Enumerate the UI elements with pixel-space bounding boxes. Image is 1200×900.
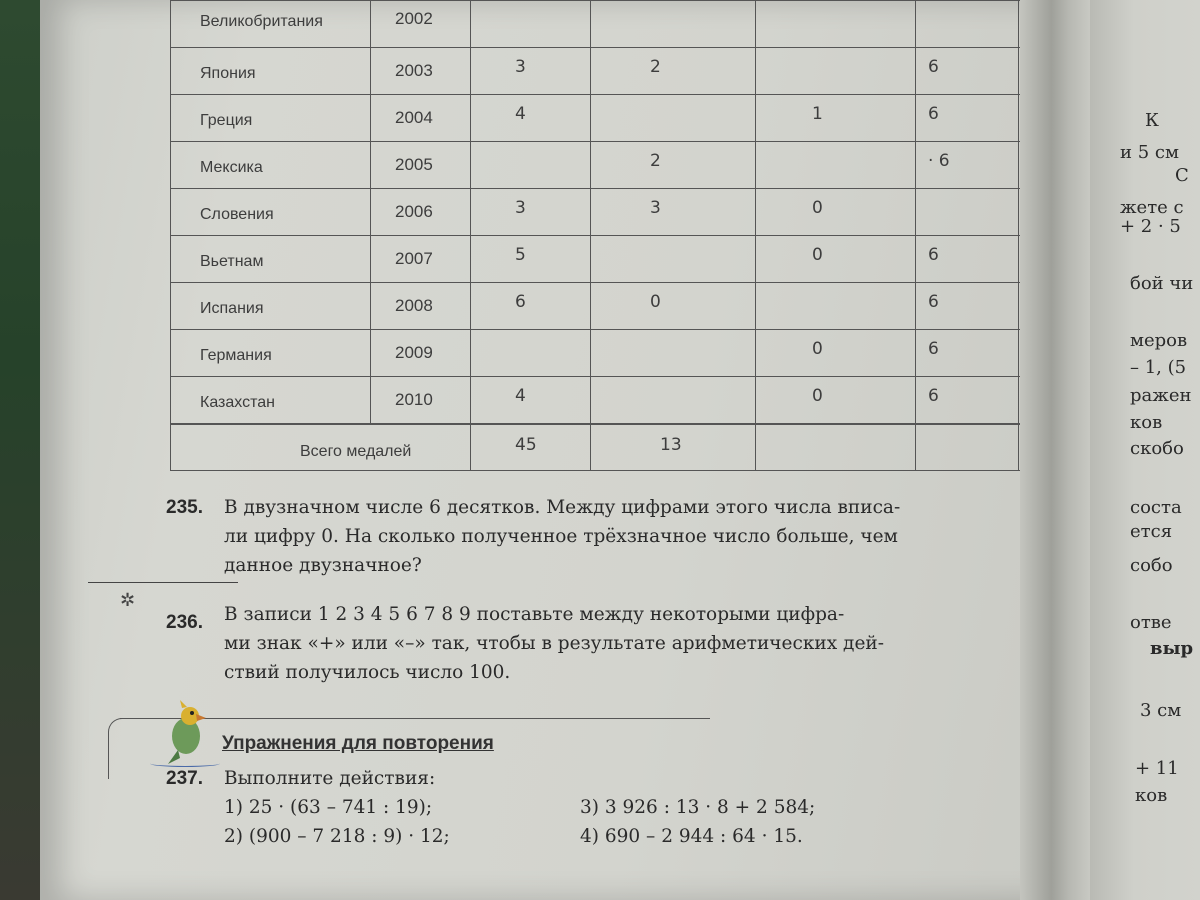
table-row-divider	[170, 329, 1020, 330]
total-cell: 6	[928, 245, 939, 265]
year-cell: 2008	[395, 296, 433, 315]
right-page-text: С	[1175, 165, 1189, 186]
year-cell: 2002	[395, 9, 433, 28]
year-cell: 2004	[395, 108, 433, 127]
right-page-text: скобо	[1130, 438, 1184, 459]
country-cell: Великобритания	[200, 13, 323, 30]
total-cell: 6	[928, 292, 939, 312]
country-cell: Казахстан	[200, 394, 275, 411]
table-column-divider	[755, 0, 756, 470]
table-column-divider	[170, 0, 171, 470]
parrot-icon	[160, 700, 210, 766]
section-bracket	[108, 718, 123, 779]
problem-text-line: данное двузначное?	[224, 555, 422, 576]
right-page-text: + 2 · 5	[1120, 216, 1181, 237]
silver-cell: 0	[650, 292, 661, 312]
year-cell: 2006	[395, 202, 433, 221]
total-cell: 6	[928, 104, 939, 124]
right-page-text: ражен	[1130, 385, 1192, 406]
country-cell: Япония	[200, 65, 256, 82]
problem-text-line: ли цифру 0. На сколько полученное трёхзначное число больше, чем	[224, 526, 898, 547]
country-cell: Германия	[200, 347, 272, 364]
table-column-divider	[470, 0, 471, 470]
section-title: Упражнения для повторения	[222, 733, 494, 754]
right-page-text: жете с	[1120, 197, 1184, 218]
table-row-divider	[170, 282, 1020, 283]
right-page-text: отве	[1130, 612, 1172, 633]
table-row-divider	[170, 188, 1020, 189]
silver-cell: 3	[650, 198, 661, 218]
table-row-divider	[170, 141, 1020, 142]
right-page-text: К	[1145, 110, 1159, 131]
silver-cell: 2	[650, 57, 661, 77]
table-row-divider	[170, 470, 1020, 471]
bronze-cell: 0	[812, 245, 823, 265]
divider	[88, 582, 238, 583]
table-row-divider	[170, 47, 1020, 48]
table-column-divider	[370, 0, 371, 423]
expression-2: 2) (900 – 7 218 : 9) · 12;	[224, 826, 450, 847]
country-cell: Мексика	[200, 159, 263, 176]
total-gold: 45	[515, 435, 537, 455]
gold-cell: 4	[515, 386, 526, 406]
right-page-text: ков	[1130, 412, 1163, 433]
year-cell: 2010	[395, 390, 433, 409]
table-row-divider	[170, 0, 1020, 1]
bronze-cell: 0	[812, 198, 823, 218]
right-page-text: меров	[1130, 330, 1188, 351]
gold-cell: 3	[515, 57, 526, 77]
gold-cell: 6	[515, 292, 526, 312]
year-cell: 2007	[395, 249, 433, 268]
medal-table	[170, 0, 1020, 460]
problem-text-line: В двузначном числе 6 десятков. Между цифрами этого числа вписа-	[224, 497, 901, 518]
star-icon: ✲	[120, 590, 136, 611]
total-label: Всего медалей	[300, 443, 412, 460]
right-page-text: бой чи	[1130, 273, 1194, 294]
right-page-text: 3 см	[1140, 700, 1182, 721]
table-column-divider	[1018, 0, 1019, 470]
total-cell: 6	[928, 386, 939, 406]
problem-title: Выполните действия:	[224, 768, 436, 789]
right-page	[1090, 0, 1200, 900]
bronze-cell: 0	[812, 386, 823, 406]
total-cell: 6	[928, 339, 939, 359]
gold-cell: 5	[515, 245, 526, 265]
table-column-divider	[915, 0, 916, 470]
expression-3: 3) 3 926 : 13 · 8 + 2 584;	[580, 797, 816, 818]
problem-number: 237.	[166, 768, 203, 789]
table-row-divider	[170, 423, 1020, 425]
right-page-text: – 1, (5	[1130, 357, 1187, 378]
right-page-text: соста	[1130, 497, 1182, 518]
bronze-cell: 1	[812, 104, 823, 124]
table-row-divider	[170, 235, 1020, 236]
bronze-cell: 0	[812, 339, 823, 359]
problem-text-line: ствий получилось число 100.	[224, 662, 511, 683]
expression-1: 1) 25 · (63 – 741 : 19);	[224, 797, 433, 818]
year-cell: 2003	[395, 61, 433, 80]
right-page-text: ется	[1130, 521, 1173, 542]
country-cell: Греция	[200, 112, 253, 129]
right-page-text: + 11	[1135, 758, 1179, 779]
silver-cell: 2	[650, 151, 661, 171]
country-cell: Вьетнам	[200, 253, 264, 270]
country-cell: Испания	[200, 300, 264, 317]
right-page-text: собо	[1130, 555, 1173, 576]
country-cell: Словения	[200, 206, 274, 223]
expression-4: 4) 690 – 2 944 : 64 · 15.	[580, 826, 803, 847]
book-gutter	[1020, 0, 1090, 900]
problem-text-line: В записи 1 2 3 4 5 6 7 8 9 поставьте между некоторыми цифра-	[224, 604, 845, 625]
right-page-text: и 5 см	[1120, 142, 1179, 163]
total-cell: 6	[928, 57, 939, 77]
problem-number: 236.	[166, 612, 203, 633]
total-silver: 13	[660, 435, 682, 455]
year-cell: 2005	[395, 155, 433, 174]
table-column-divider	[590, 0, 591, 470]
problem-number: 235.	[166, 497, 203, 518]
gold-cell: 4	[515, 104, 526, 124]
year-cell: 2009	[395, 343, 433, 362]
problem-text-line: ми знак «+» или «–» так, чтобы в результате арифметических дей-	[224, 633, 884, 654]
right-page-text: выр	[1150, 638, 1194, 659]
gold-cell: 3	[515, 198, 526, 218]
right-page-text: ков	[1135, 785, 1168, 806]
total-cell: · 6	[928, 151, 950, 171]
table-row-divider	[170, 376, 1020, 377]
table-row-divider	[170, 94, 1020, 95]
